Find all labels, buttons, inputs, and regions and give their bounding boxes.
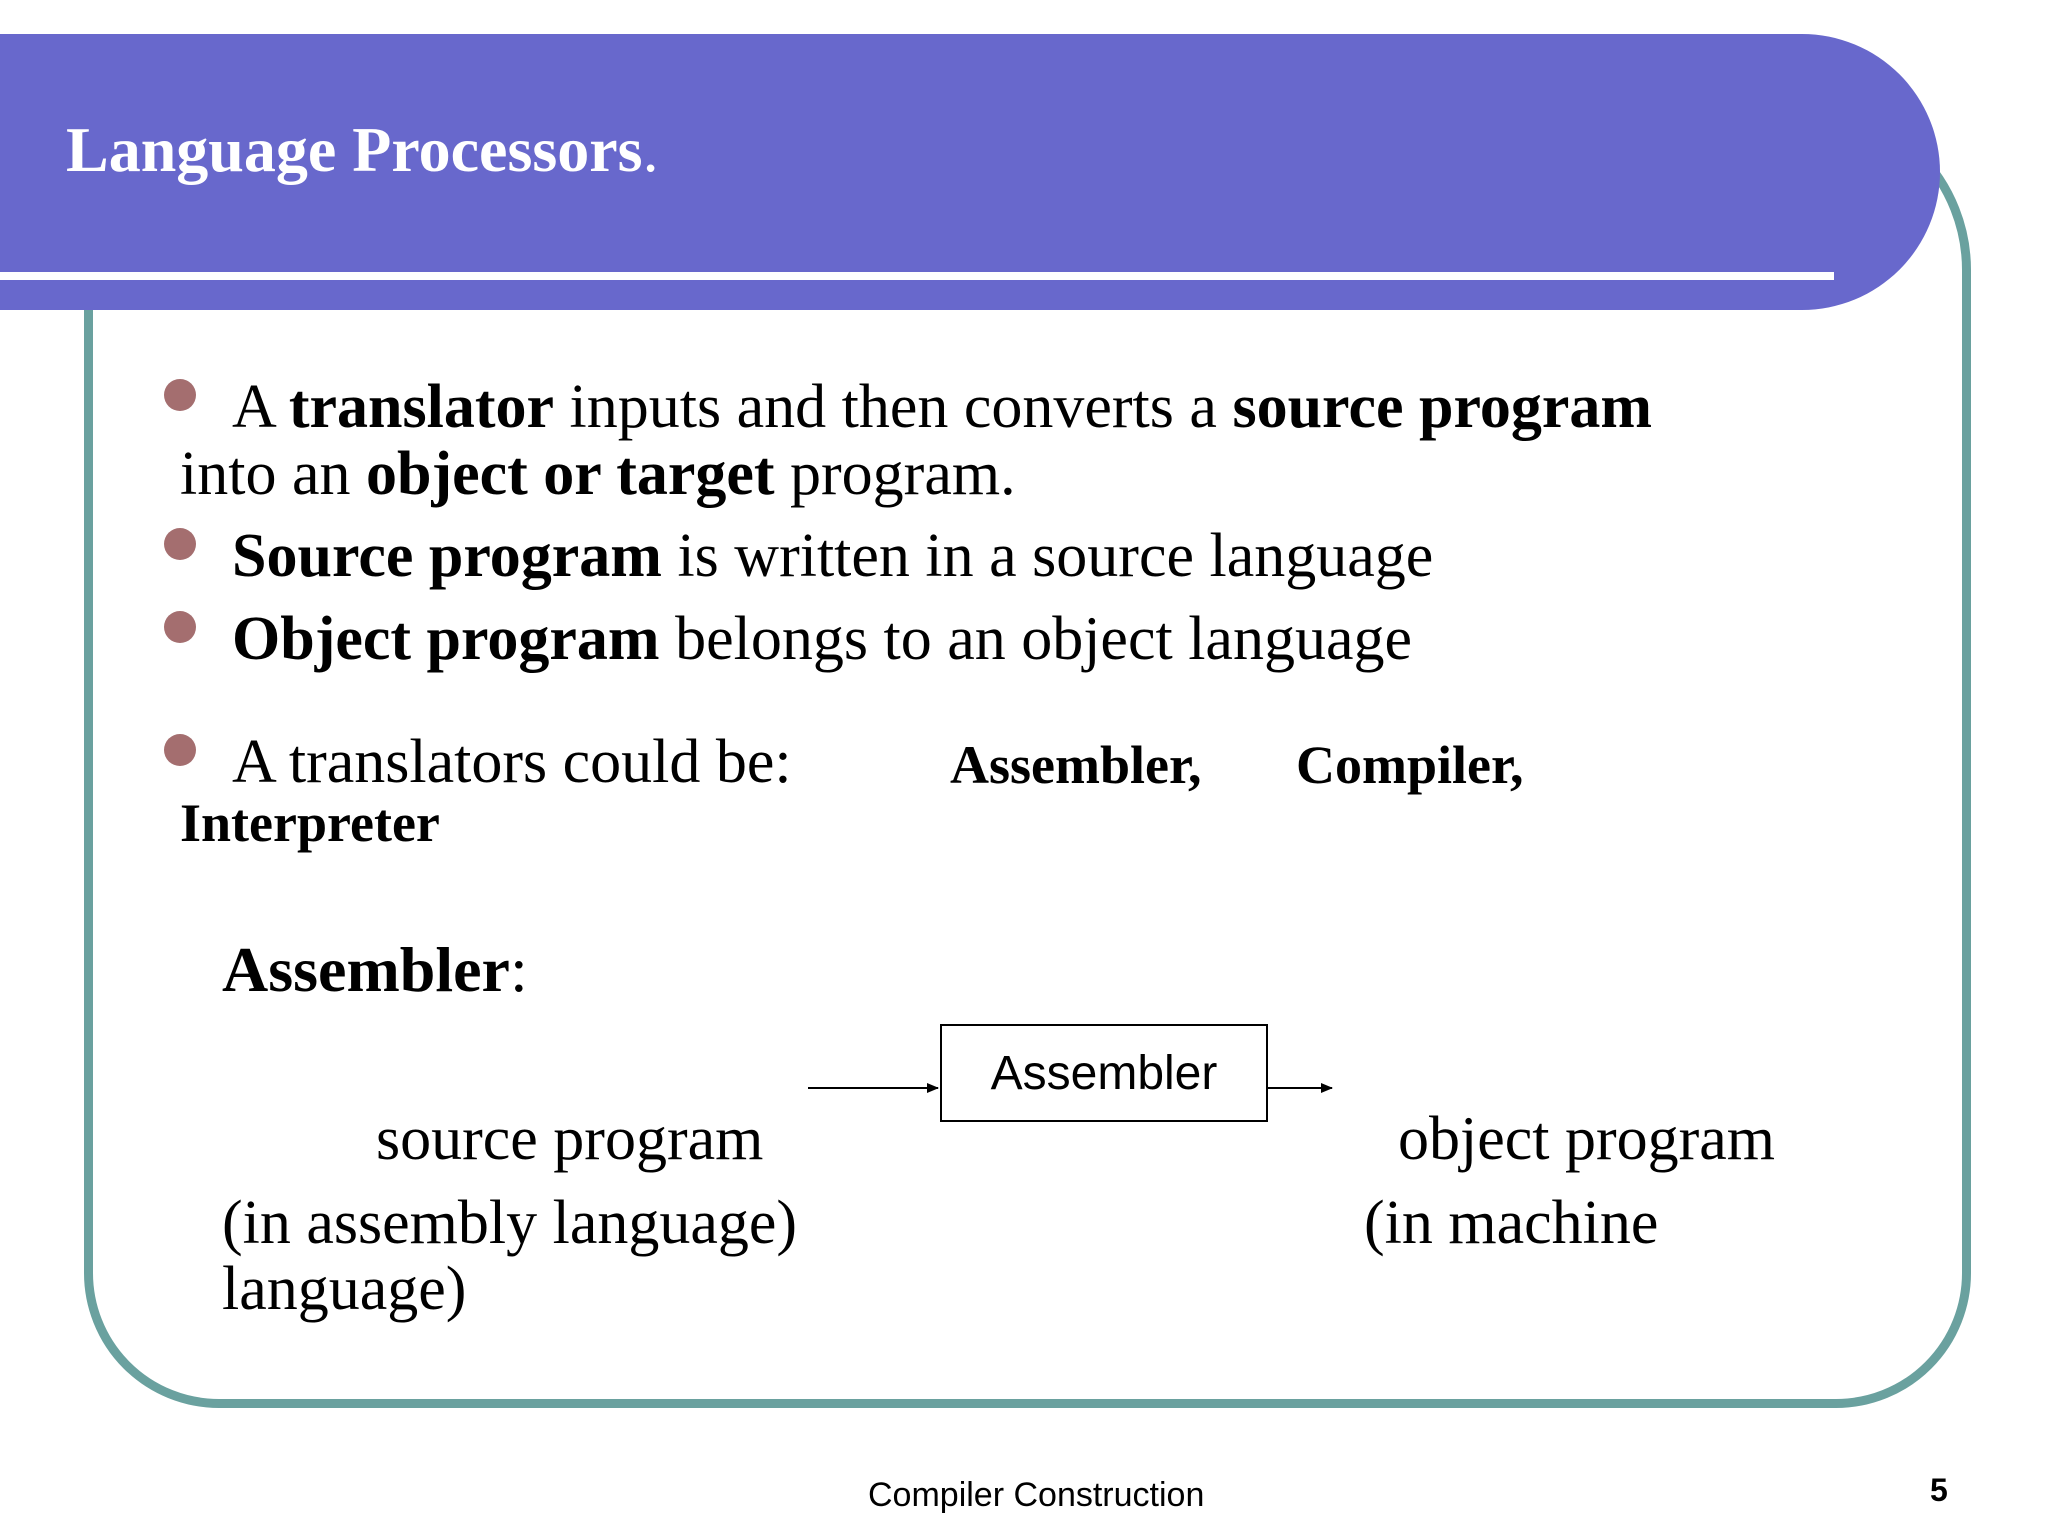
bullet-marker xyxy=(164,611,196,643)
translator-type-interpreter: Interpreter xyxy=(180,793,440,853)
bullet-translator-line1: A translator inputs and then converts a source program xyxy=(232,373,1653,441)
object-program-label: object program xyxy=(1398,1105,1776,1173)
object-program-note: (in machine xyxy=(1364,1189,1659,1257)
bullet-source-program: Source program is written in a source language xyxy=(232,522,1434,590)
bullet-marker xyxy=(164,734,196,766)
source-program-note: (in assembly language) xyxy=(222,1189,798,1257)
bullet-marker xyxy=(164,528,196,560)
bullet-marker xyxy=(164,379,196,411)
translator-type-assembler: Assembler, xyxy=(950,735,1202,795)
bullet-object-program: Object program belongs to an object language xyxy=(232,605,1412,673)
page-number: 5 xyxy=(1930,1472,1948,1508)
translator-type-compiler: Compiler, xyxy=(1296,735,1524,795)
object-program-note-continued: language) xyxy=(222,1255,467,1323)
bullet-translator-line2: into an object or target program. xyxy=(180,440,1016,508)
footer-course-title: Compiler Construction xyxy=(868,1476,1205,1514)
assembler-heading: Assembler: xyxy=(222,934,528,1005)
bullet-translators-intro: A translators could be: xyxy=(232,728,792,796)
slide-title: Language Processors. xyxy=(66,114,659,185)
source-program-label: source program xyxy=(376,1105,764,1173)
assembler-box: Assembler xyxy=(940,1024,1268,1122)
banner-divider xyxy=(0,272,1834,280)
